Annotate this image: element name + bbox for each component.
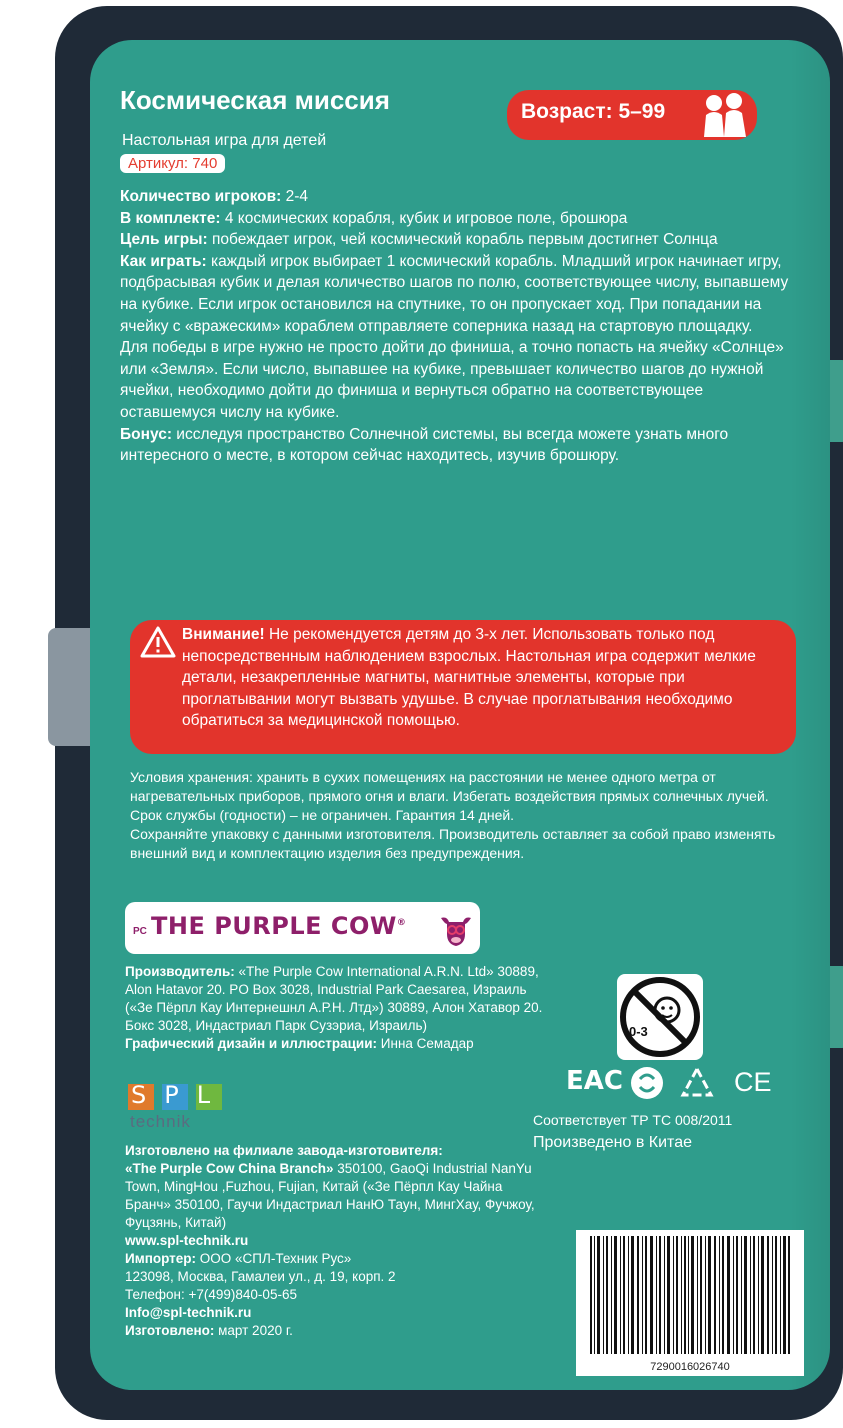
manufacturer-info [125,963,550,1053]
game-description [120,186,800,467]
warning-box [130,620,796,754]
victory-line: Для победы в игре нужно не просто дойти до финиша, а точно попасть на ячейку «Солнце» или «Земля». Если число, выпавшее на кубике, превышает количество шагов до нужной ячейки, необходимо дойти до финиша и вернуться обратно на соответствующее оставшемуся числу на кубике. [120,339,784,421]
manufacture-date: Изготовлено: март 2020 г. [125,1323,293,1338]
barcode-bars [576,1232,804,1360]
branch-title: Изготовлено на филиале завода-изготовителя: [125,1143,443,1158]
website: www.spl-technik.ru [125,1233,249,1248]
origin-text: Произведено в Китае [533,1134,692,1151]
goal-line: Цель игры: побеждает игрок, чей космический корабль первым достигнет Солнца [120,231,718,249]
eac-mark: EAC [566,1066,623,1096]
howto-line: Как играть: каждый игрок выбирает 1 космический корабль. Младший игрок начинает игру, подбрасывая кубик и делая количество шагов по полю, соответствующее числу, выпавшему на кубике. Если игрок остановился на спутнике, то он пропускает ход. При попадании на ячейку с «вражеским» кораблем отправляете соперника назад на стартовую площадку. [120,252,789,335]
article-number: Артикул: 740 [120,154,225,173]
warning-triangle-icon [140,626,176,658]
storage-conditions: Условия хранения: хранить в сухих помещениях на расстоянии не менее одного метра от нагревательных приборов, прямого огня и влаги. Избегать воздействия прямых солнечных лучей. Срок службы (годности) – не ограничен. Гарантия 14 дней. [130,769,769,823]
ce-mark: CE [734,1067,772,1097]
design-line: Графический дизайн и иллюстрации: Инна Семадар [125,1036,474,1051]
recycle-arrows-icon [630,1066,664,1100]
not-for-children-icon [617,974,703,1060]
barcode-number: 7290016026740 [650,1361,730,1373]
age-badge-text: Возраст: 5–99 [521,100,666,123]
importer-line: Импортер: ООО «СПЛ-Техник Рус» [125,1251,352,1266]
age-sign-label: 0-3 [629,1024,648,1039]
brand-logo [125,902,480,954]
brand-prefix: PC [133,926,147,937]
spl-logo-sub: technik [130,1112,191,1131]
storage-info [130,768,798,863]
brand-name: THE PURPLE COW® [151,912,407,940]
email: Info@spl-technik.ru [125,1305,252,1320]
age-badge [507,90,757,140]
age-warning-sign [617,974,703,1060]
bonus-line: Бонус: исследуя пространство Солнечной системы, вы всегда можете узнать много интересного о месте, в котором сейчас находитесь, изучив брошюру. [120,425,729,465]
product-subtitle: Настольная игра для детей [122,132,327,149]
phone: Телефон: +7(499)840-05-65 [125,1287,297,1302]
players-line: Количество игроков: 2-4 [120,188,308,205]
packaging-note: Сохраняйте упаковку с данными изготовителя. Производитель оставляет за собой право изменять внешний вид и комплектацию изделия без предупреждения. [130,826,776,861]
warning-text: Внимание! Не рекомендуется детям до 3-х лет. Использовать только под непосредственным наблюдением взрослых. Настольная игра содержит мелкие детали, незакрепленные магниты, магнитные элементы, которые при проглатывании могут вызвать удушье. В случае проглатывания необходимо обратиться за медицинской помощью. [182,626,756,729]
product-label [90,40,830,1390]
children-icon [702,93,748,137]
barcode [576,1230,804,1376]
cow-head-icon [437,910,475,948]
spl-logo-letters: SPL [131,1081,229,1109]
branch-address: «The Purple Cow China Branch» 350100, GaoQi Industrial NanYu Town, MingHou ,Fuzhou, Fujian, Китай («Зе Пёрпл Кау Чайна Бранч» 350100, Гаучи Индастриал НанЮ Таун, МингХау, Фучжоу, Фуцзянь, Китай) [125,1161,535,1230]
certification-marks [566,1066,796,1102]
recycling-icon [678,1066,716,1100]
product-title: Космическая миссия [120,85,390,115]
kit-line: В комплекте: 4 космических корабля, кубик и игровое поле, брошюра [120,209,628,227]
importer-address: 123098, Москва, Гамалеи ул., д. 19, корп. 2 [125,1269,396,1284]
branch-info [125,1142,545,1340]
compliance-text: Соответствует ТР ТС 008/2011 [533,1112,733,1128]
manufacturer-line: Производитель: «The Purple Cow International A.R.N. Ltd» 30889, Alon Hatavor 20. PO Box 3028, Industrial Park Caesarea, Израиль («Зе Пёрпл Кау Интернешнл А.Р.Н. Лтд») 30889, Алон Хатавор 20. Бокс 3028, Индастриал Парк Сузэриа, Израиль) [125,964,543,1033]
